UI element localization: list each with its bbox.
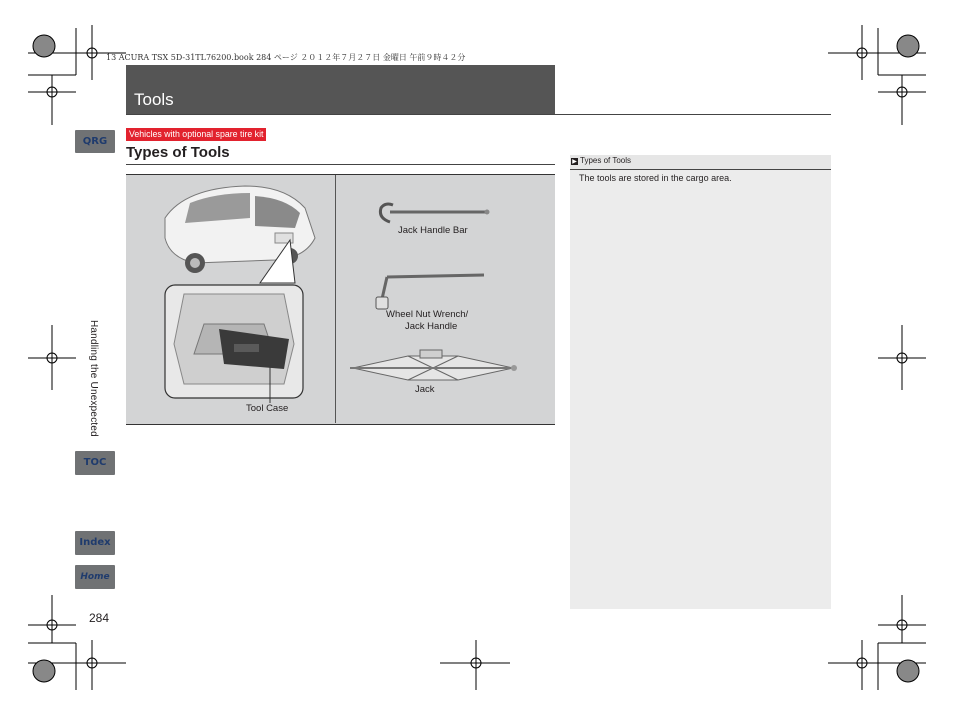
figure-divider [335,175,336,423]
chapter-side-tab [88,320,108,450]
jack-handle-bar-label: Jack Handle Bar [398,225,468,236]
note-panel [570,155,831,609]
wheel-nut-wrench-label-line2: Jack Handle [405,321,458,332]
wheel-nut-wrench-illustration [372,267,492,312]
tool-case-leader [266,365,276,405]
chapter-title-bar [126,65,555,114]
section-rule [126,164,555,165]
note-body: The tools are stored in the cargo area. [579,173,732,183]
title-rule [126,114,831,115]
home-button[interactable]: Home [75,565,115,589]
wheel-nut-wrench-label-line1: Wheel Nut Wrench/ [386,309,469,320]
callout-pointer [240,238,320,288]
section-title: Types of Tools [126,144,230,161]
qrg-button[interactable]: QRG [75,130,115,153]
jack-illustration [348,348,523,388]
toc-button[interactable]: TOC [75,451,115,475]
page-number: 284 [89,611,110,625]
jack-label: Jack [415,384,435,395]
note-heading: Types of Tools [580,156,631,165]
tool-case-label: Tool Case [246,403,289,414]
cargo-area-illustration [164,284,304,399]
chapter-title: Tools [134,90,174,109]
index-button[interactable]: Index [75,531,115,555]
side-tab-label: Handling the Unexpected [88,320,99,437]
applicability-tag: Vehicles with optional spare tire kit [126,128,266,141]
note-arrow-icon: ▶ [572,158,577,165]
print-header: 13 ACURA TSX 5D-31TL76200.book 284 ページ ２０１２年７月２７日 金曜日 午前９時４２分 [106,53,466,62]
